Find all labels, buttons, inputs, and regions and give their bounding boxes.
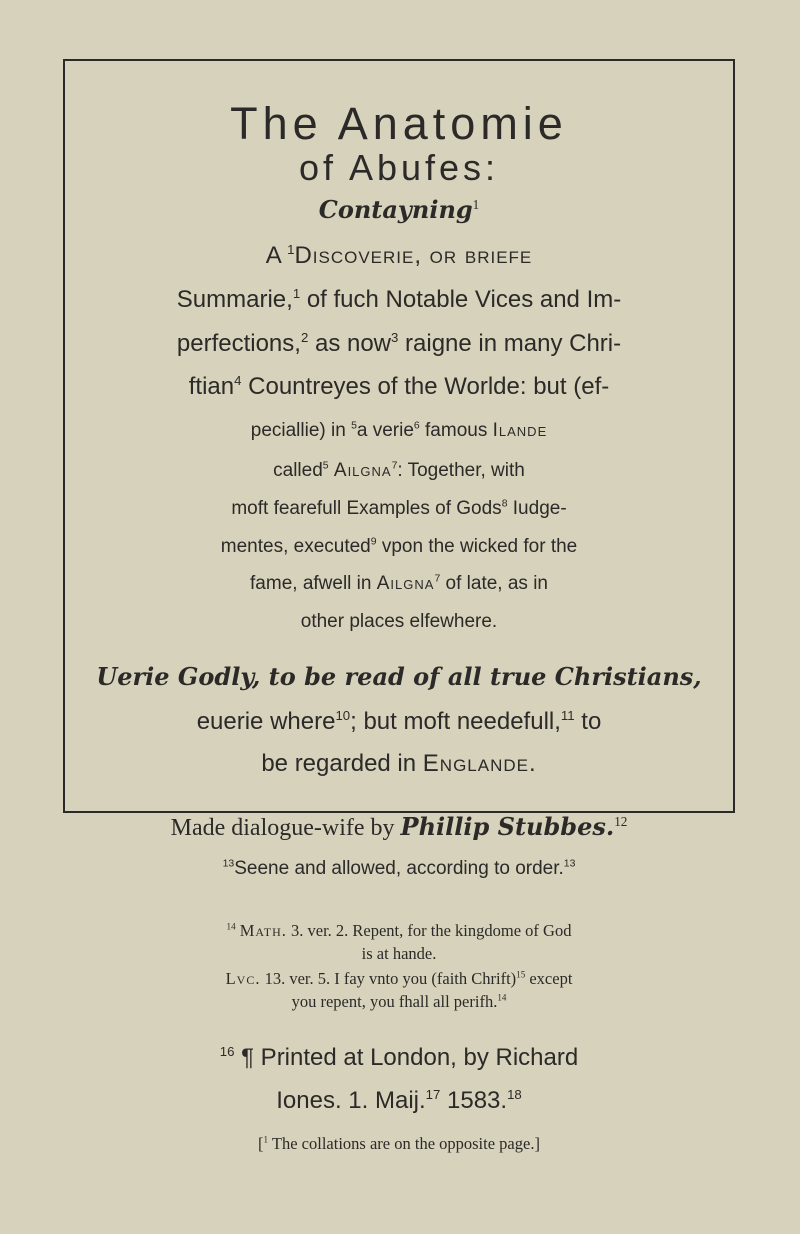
imprint-line: [63, 1044, 735, 1072]
text-span: Ailgna: [376, 573, 435, 594]
footnote-marker: 9: [370, 536, 377, 548]
text-span: Iudge-: [512, 498, 567, 519]
text-line: [63, 330, 735, 358]
footnote-marker: 12: [614, 814, 628, 829]
text-span: The collations are on the opposite page.]: [271, 1134, 540, 1153]
text-span: famous: [425, 420, 488, 441]
footnote-marker: 4: [234, 373, 242, 388]
text-span: Lvc.: [225, 969, 261, 988]
text-span: 3. ver. 2. Repent, for the kingdome of God: [291, 921, 572, 940]
footnote-marker: 1: [292, 286, 301, 301]
text-span: a verie: [356, 420, 414, 441]
text-span: moft fearefull Examples of Gods: [231, 498, 502, 519]
text-line: [63, 750, 735, 778]
footnote-marker: 6: [413, 420, 420, 432]
scripture-line: [63, 921, 735, 941]
text-line: [63, 536, 735, 558]
text-span: Seene and allowed, according to order.: [234, 858, 564, 879]
editor-footnote: [63, 1134, 735, 1154]
text-span: of late, as in: [445, 573, 548, 594]
footnote-marker: 15: [516, 969, 526, 980]
text-span: Iones. 1. Maij.: [276, 1087, 426, 1114]
footnote-marker: 1: [263, 1134, 269, 1145]
text-line: [63, 498, 735, 520]
containing-heading: [63, 195, 735, 225]
text-span: ¶ Printed at London, by Richard: [241, 1044, 579, 1071]
text-line: [63, 573, 735, 595]
text-line: [63, 373, 735, 401]
footnote-marker: 3: [391, 330, 399, 345]
footnote-marker: 8: [501, 498, 508, 510]
text-line: other places elfewhere.: [300, 611, 498, 632]
footnote-marker: 7: [434, 573, 441, 585]
footnote-marker: 1: [287, 242, 295, 257]
footnote-marker: 14: [226, 921, 236, 932]
text-span: Ailgna: [333, 460, 392, 481]
footnote-marker: 17: [425, 1087, 441, 1102]
footnote-marker: 14: [497, 992, 507, 1003]
text-span: Made dialogue-wife by: [170, 815, 395, 841]
text-span: ; but moft needefull,: [350, 708, 561, 735]
text-span: : Together, with: [397, 460, 525, 481]
text-span: vpon the wicked for the: [381, 536, 578, 557]
footnote-marker: 13: [222, 858, 235, 870]
text-span: euerie where: [196, 708, 336, 735]
text-span: Math.: [239, 921, 287, 940]
footnote-marker: 11: [560, 708, 575, 723]
footnote-marker: 5: [351, 420, 357, 432]
text-span: to: [581, 708, 602, 735]
text-span: be regarded in: [261, 750, 417, 777]
text-span: Englande.: [422, 750, 537, 777]
text-line: [63, 286, 735, 314]
text-span: 1583.: [447, 1087, 508, 1114]
allowed-line: [63, 858, 735, 880]
text-span: of fuch Notable Vices and Im-: [306, 286, 622, 313]
footnote-marker: 10: [335, 708, 351, 723]
blackletter-line: Uerie Godly, to be read of all true Christians,: [96, 662, 702, 691]
text-span: Countreyes of the Worlde: but (ef-: [248, 373, 610, 400]
author-line: [63, 812, 735, 842]
article-a: A: [265, 242, 281, 269]
title-line-2: of Abufes:: [298, 147, 500, 188]
text-span: peciallie) in: [250, 420, 346, 441]
footnote-marker: 16: [219, 1044, 235, 1059]
text-span: except: [529, 969, 573, 988]
imprint-line: [63, 1087, 735, 1115]
text-span: Ilande: [492, 420, 548, 441]
discoverie-line: [63, 242, 735, 270]
text-span: 13. ver. 5. I fay vnto you (faith Chrift): [264, 969, 517, 988]
text-span: mentes, executed: [220, 536, 371, 557]
text-line: [63, 420, 735, 442]
text-span: ftian: [188, 373, 235, 400]
text-span: you repent, you fhall all perifh.: [291, 992, 498, 1011]
footnote-marker: 2: [300, 330, 309, 345]
footnote-marker: 1: [472, 197, 480, 212]
text-span: called: [273, 460, 323, 481]
footnote-marker: 7: [391, 460, 398, 472]
scripture-line: [63, 969, 735, 989]
text-line: [63, 460, 735, 482]
author-name: Phillip Stubbes.: [400, 812, 615, 841]
discoverie-text: Discoverie, or briefe: [294, 242, 533, 269]
footnote-marker: 13: [563, 858, 576, 870]
text-line: [63, 708, 735, 736]
text-span: [: [258, 1134, 264, 1153]
containing-text: Contayning: [318, 195, 473, 224]
text-span: fame, afwell in: [250, 573, 372, 594]
text-span: raigne in many Chri-: [405, 330, 622, 357]
scripture-line: [63, 992, 735, 1012]
text-span: Summarie,: [176, 286, 293, 313]
footnote-marker: 5: [322, 460, 329, 472]
title-line-1: The Anatomie: [230, 98, 568, 149]
footnote-marker: 18: [507, 1087, 522, 1102]
text-span: as now: [314, 330, 392, 357]
text-span: perfections,: [176, 330, 301, 357]
scripture-line: is at hande.: [361, 944, 437, 963]
